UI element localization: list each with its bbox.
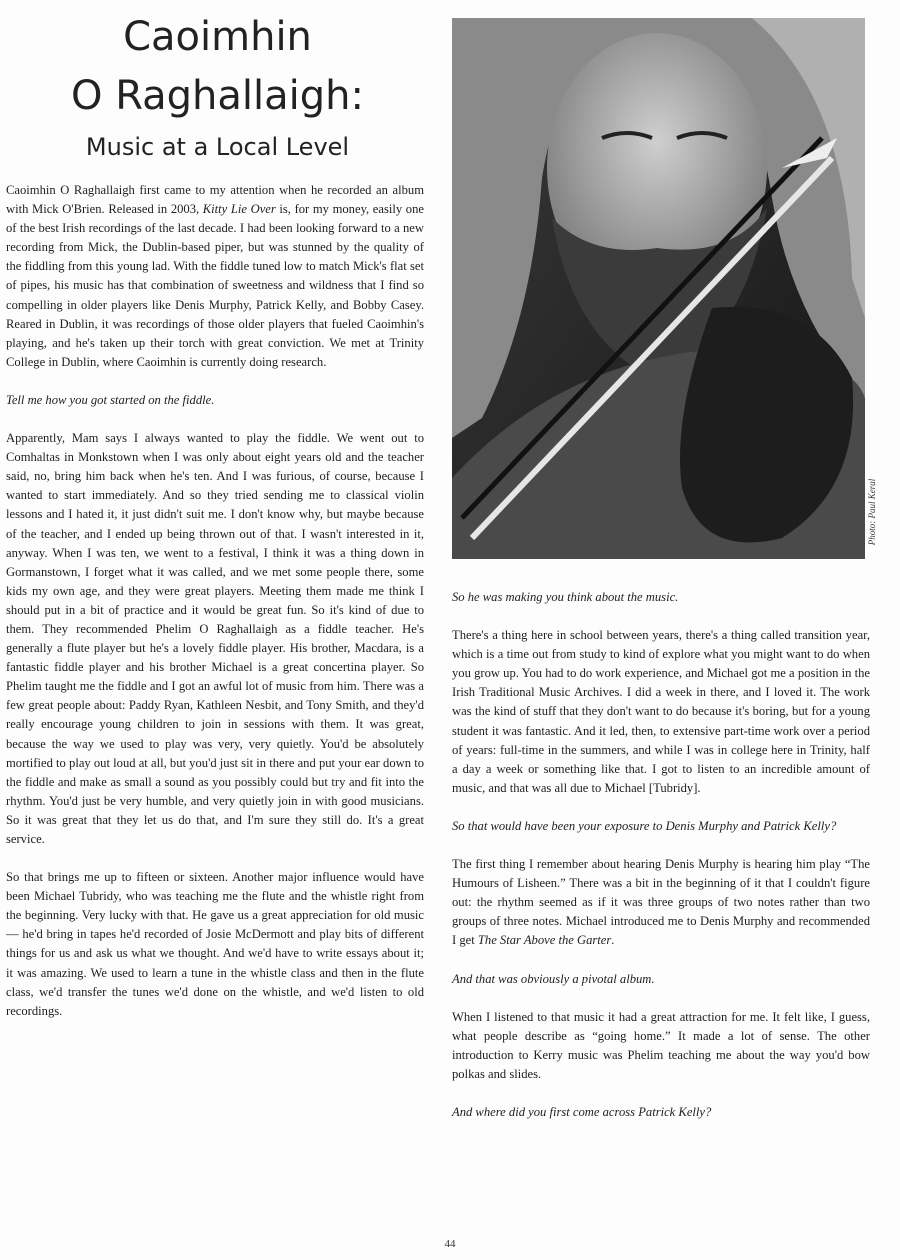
question: So he was making you think about the music. [452,590,679,604]
title-line-1: Caoimhin [123,14,312,60]
album-title: Kitty Lie Over [202,202,276,217]
photo-credit: Photo: Paul Keral [867,478,877,546]
left-column [6,181,424,1040]
answer-paragraph: Apparently, Mam says I always wanted to play the fiddle. We went out to Comhaltas in Monkstown when I was only about eight years old and the teacher said, no, bring him back when he's ten. And I was furious, of course, because I wanted to start immediately. And so they tried sending me to classical violin lessons and I hated it, it just didn't suit me. I don't know why, but maybe because of the teacher, and I ended up being thrown out of that. I wasn't interested in it, anyway. When I was ten, we went to a festival, I think it was a thing down in Gormanstown, I forget what it was called, and we met some people there, some kids my own age, and they were great players. Meeting them made me think I should put in a bit of practice and it would be great fun. So it's kind of due to them. They recommended Phelim O Raghallaigh as a fiddle teacher. He's generally a flute player but he's a lovely fiddle player. His brother, Macdara, is a fantastic fiddle player and his brother Michael is a great concertina player. So Phelim taught me the fiddle and I got an awful lot of music from him. There was a few great people about: Paddy Ryan, Kathleen Nesbit, and Tony Smith, and they'd really encourage young children to join in sessions with them. It was great, because the way we used to play was very, very quietly. You'd be absolutely mortified to play out loud at all, but you'd just sit in there and put your ear down to the fiddle and make as small a sound as you possibly could but try and fit into the rhythm. You'd just be very humble, and very quietly join in with good musicians. So it was great that they let us do that, and I'm sure they still do. It's a great service. [6,431,424,846]
question: And where did you first come across Patrick Kelly? [452,1104,712,1119]
question: And that was obviously a pivotal album. [452,971,655,986]
right-column [452,588,870,1141]
answer-paragraph: So that brings me up to fifteen or sixteen. Another major influence would have been Michael Tubridy, who was teaching me the flute and the whistle right from the beginning. Very lucky with that. He gave us a great appreciation for old music — he'd bring in tapes he'd recorded of Josie McDermott and play bits of different things for us and ask us what we thought. And we'd have to write essays about it; it was amazing. We used to learn a tune in the whistle class and then in the flute class, we'd transfer the tunes we'd done on the whistle, and we'd listen to old recordings. [6,870,424,1018]
answer-paragraph: The first thing I remember about hearing Denis Murphy is hearing him play “The Humours of Lisheen.” There was a bit in the beginning of it that I couldn't figure out: the rhythm seemed as if it was three groups of two notes rather than two groups of three notes. Michael introduced me to Denis Murphy and recommended I get The Star Above the Garter. [452,857,870,948]
fiddler-photo [452,18,865,559]
page-number: 44 [444,1238,456,1250]
answer-paragraph: There's a thing here in school between years, there's a thing called transition year, which is a time out from study to kind of explore what you might want to do when you grow up. You had to do work experience, and Michael got me a position in the Irish Traditional Music Archives. I did a week in there, and I loved it. The work was the kind of stuff that they don't want to do because it's boring, but for a young student it was fantastic. And it led, then, to extensive part-time work over a period of years: full-time in the summers, and while I was in college here in Trinity, half a day a week or something like that. I got to listen to an incredible amount of music, and that was all due to Michael [Tubridy]. [452,628,870,795]
subtitle: Music at a Local Level [85,133,350,161]
fiddler-photo-image [452,18,865,559]
title-line-2: O Raghallaigh: [71,73,364,119]
question: Tell me how you got started on the fiddle. [6,392,215,407]
answer-paragraph: When I listened to that music it had a great attraction for me. It felt like, I guess, what people describe as “going home.” It made a lot of sense. The other introduction to Kerry music was Phelim teaching me about the way you'd bow polkas and slides. [452,1009,870,1081]
question: So that would have been your exposure to Denis Murphy and Patrick Kelly? [452,818,837,833]
intro-paragraph: Caoimhin O Raghallaigh first came to my attention when he recorded an album with Mick O'Brien. Released in 2003, Kitty Lie Over is, for my money, easily one of the best Irish recordings of the last decade. I had been looking forward to a new recording from Mick, the Dublin-based piper, but was stunned by the quality of the fiddling from this young lad. With the fiddle tuned low to match Mick's flat set of pipes, his music has that combination of sweetness and wildness that I find so compelling in older players like Denis Murphy, Patrick Kelly, and Bobby Casey. Reared in Dublin, it was recordings of those older players that fueled Caoimhin's playing, and he's taken up their torch with great conviction. We met at Trinity College in Dublin, where Caoimhin is currently doing research. [6,183,424,369]
album-title: The Star Above the Garter [477,933,612,948]
